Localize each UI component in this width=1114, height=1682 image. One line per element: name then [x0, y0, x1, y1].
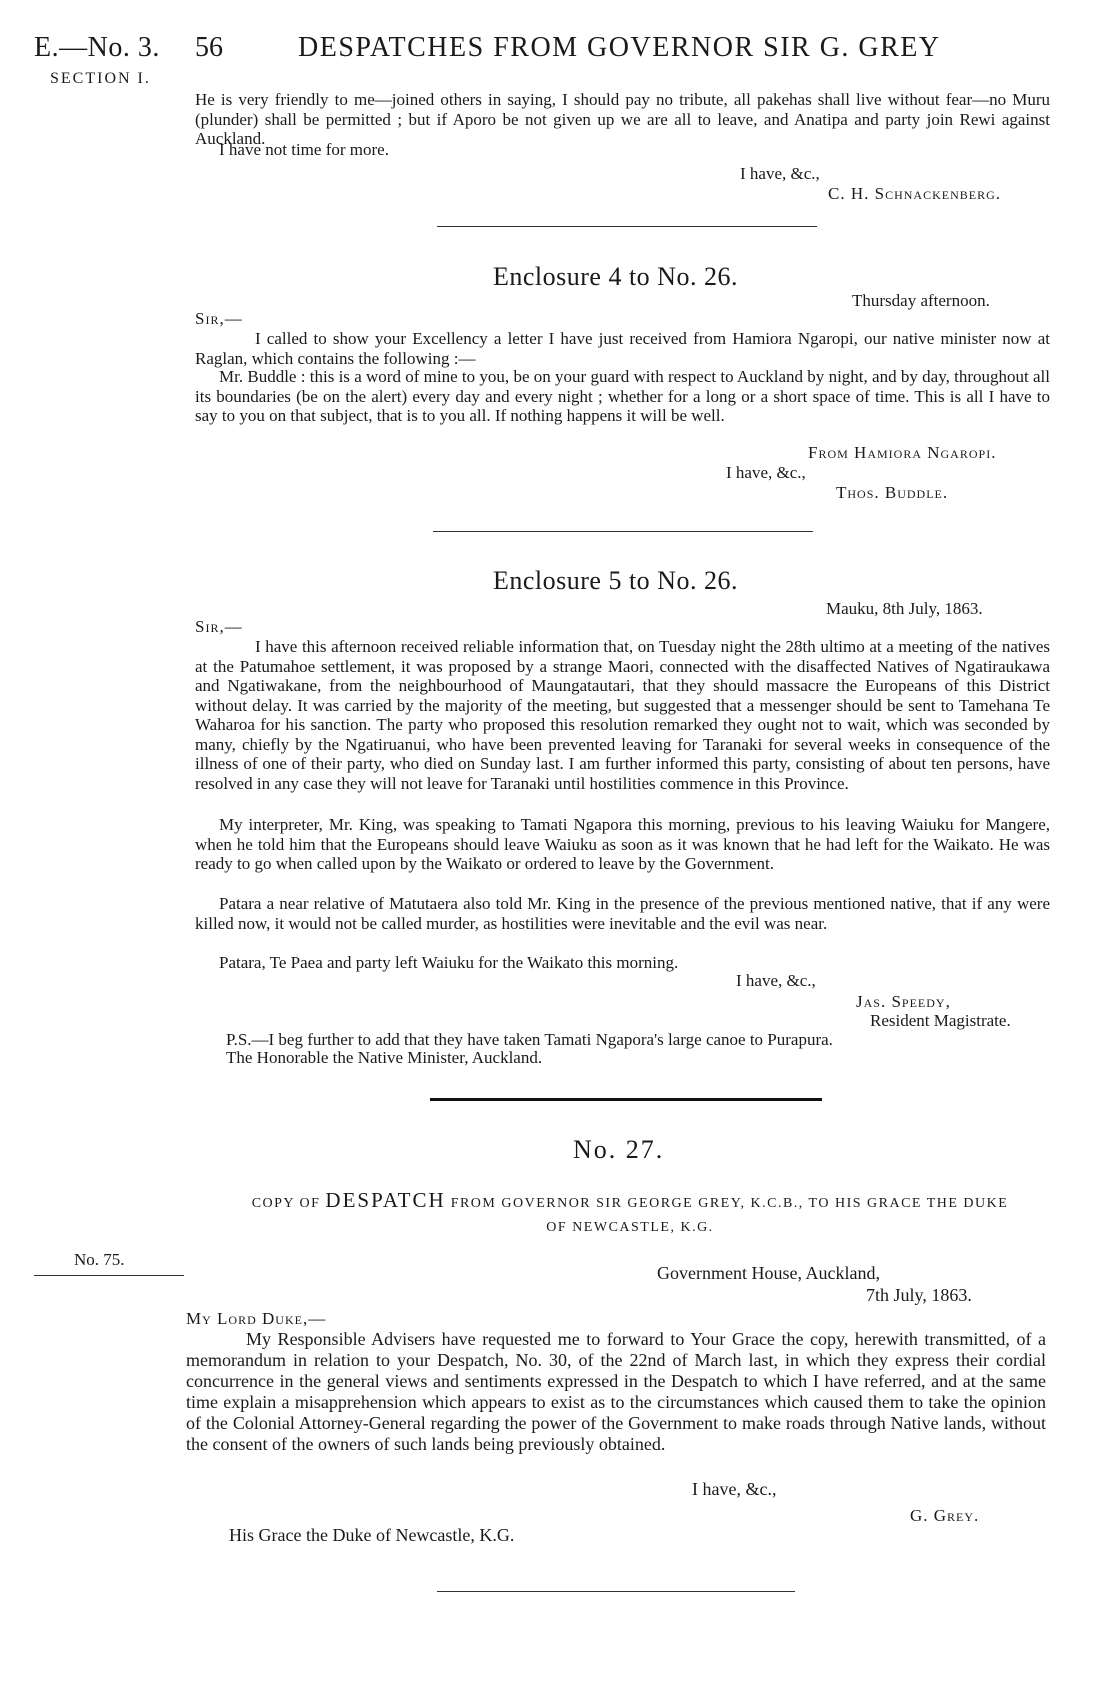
enclosure-5-salutation: Sir,— — [195, 617, 243, 636]
enclosure-4-signature: Thos. Buddle. — [836, 483, 949, 502]
despatch-addressee: His Grace the Duke of Newcastle, K.G. — [229, 1525, 515, 1545]
letter-signature: C. H. Schnackenberg. — [828, 184, 1001, 203]
section-divider — [437, 1591, 795, 1592]
enclosure-5-paragraph: I have this afternoon received reliable information that, on Tuesday night the 28th ultimo at a meeting of the natives at the Patumahoe settlement, it was proposed by a strange Maori, connected with the disaffected Natives of Ngatiraukawa and Ngatiwakane, from the neighbourhood of Maungatautari, that they should massacre the Europeans of this District without delay. It was carried by the majority of the meeting, but suggested that a messenger should be sent to Tamehana Te Waharoa for his sanction. The party who proposed this resolution remarked they ought not to wait, which was seconded by many, chiefly by the Ngatiruanui, who have been prevented leaving for Taranaki for several weeks in consequence of the illness of one of their party, who died on Sunday last. I am further informed this party, consisting of about ten persons, have resolved in any case they will not leave for Taranaki until hostilities commence in this Province. — [195, 637, 1050, 793]
enclosure-4-closing: I have, &c., — [726, 463, 806, 482]
margin-rule — [34, 1275, 184, 1276]
enclosure-5-closing: I have, &c., — [736, 971, 816, 990]
despatch-signature: G. Grey. — [910, 1506, 980, 1525]
enclosure-4-paragraph: I called to show your Excellency a letter I have just received from Hamiora Ngaropi, our native minister now at Raglan, which contains the following :— — [195, 329, 1050, 368]
enclosure-5-paragraph: Patara a near relative of Matutaera also told Mr. King in the presence of the previous mentioned native, that if any were killed now, it would not be called murder, as hostilities were inevitable and the evil was near. — [195, 894, 1050, 933]
copy-of-label: COPY OF — [251, 1196, 321, 1211]
enclosure-4-from: From Hamiora Ngaropi. — [808, 443, 997, 462]
section-label: SECTION I. — [50, 70, 151, 87]
despatch-from-line: FROM GOVERNOR SIR GEORGE GREY, K.C.B., TO HIS GRACE THE DUKE — [450, 1196, 1009, 1211]
document-reference: E.—No. 3. — [34, 32, 160, 63]
enclosure-5-paragraph: Patara, Te Paea and party left Waiuku for the Waikato this morning. — [219, 953, 679, 972]
enclosure-4-dateline: Thursday afternoon. — [852, 291, 990, 310]
page-number: 56 — [195, 32, 223, 63]
despatch-place: Government House, Auckland, — [657, 1263, 880, 1283]
enclosure-5-heading: Enclosure 5 to No. 26. — [493, 566, 738, 595]
despatch-date: 7th July, 1863. — [866, 1285, 972, 1305]
section-divider-thick — [430, 1098, 822, 1101]
despatch-number-heading: No. 27. — [573, 1135, 665, 1164]
enclosure-5-signature: Jas. Speedy, — [856, 992, 951, 1011]
enclosure-5-title: Resident Magistrate. — [870, 1011, 1011, 1030]
despatch-salutation: My Lord Duke,— — [186, 1309, 327, 1328]
despatch-body: My Responsible Advisers have requested me to forward to Your Grace the copy, herewith transmitted, of a memorandum in relation to your Despatch, No. 30, of the 22nd of March last, in which they express their cordial concurrence in the general views and sentiments expressed in the Despatch to which I have referred, and at the same time explain a misapprehension which appears to exist as to the circumstances which caused them to take the opinion of the Colonial Attorney-General regarding the power of the Government to make roads through Native lands, without the consent of the owners of such lands being previously obtained. — [186, 1329, 1046, 1454]
despatch-label: DESPATCH — [325, 1188, 446, 1212]
letter-closing: I have, &c., — [740, 164, 820, 183]
enclosure-5-paragraph: My interpreter, Mr. King, was speaking to Tamati Ngapora this morning, previous to his leaving Waiuku for Mangere, when he told him that the Europeans should leave Waiuku as soon as it was known that he had left for the Waikato. He was ready to go when called upon by the Waikato or ordered to leave by the Government. — [195, 815, 1050, 873]
enclosure-5-postscript: P.S.—I beg further to add that they have taken Tamati Ngapora's large canoe to Purapura. — [226, 1030, 833, 1049]
enclosure-5-addressee: The Honorable the Native Minister, Auckland. — [226, 1048, 543, 1067]
margin-reference: No. 75. — [74, 1250, 125, 1269]
section-divider — [433, 531, 813, 532]
despatch-title-line — [190, 1188, 1070, 1213]
enclosure-5-dateline: Mauku, 8th July, 1863. — [826, 599, 983, 618]
letter-paragraph: I have not time for more. — [219, 140, 389, 159]
enclosure-4-heading: Enclosure 4 to No. 26. — [493, 262, 738, 291]
letter-paragraph: He is very friendly to me—joined others in saying, I should pay no tribute, all pakehas shall live without fear—no Muru (plunder) shall be permitted ; but if Aporo be not given up we are all to leave, and Anatipa and party join Rewi against Auckland. — [195, 90, 1050, 148]
enclosure-4-salutation: Sir,— — [195, 309, 243, 328]
section-divider — [437, 226, 817, 227]
despatch-closing: I have, &c., — [692, 1479, 777, 1499]
despatch-title-line-2: OF NEWCASTLE, K.G. — [546, 1220, 714, 1235]
running-title: DESPATCHES FROM GOVERNOR SIR G. GREY — [298, 32, 941, 63]
enclosure-4-paragraph: Mr. Buddle : this is a word of mine to you, be on your guard with respect to Auckland by night, and by day, throughout all its boundaries (be on the alert) every day and every night ; whether for a long or a short space of time. This is all I have to say to you on that subject, that is to you all. If nothing happens it will be well. — [195, 367, 1050, 425]
